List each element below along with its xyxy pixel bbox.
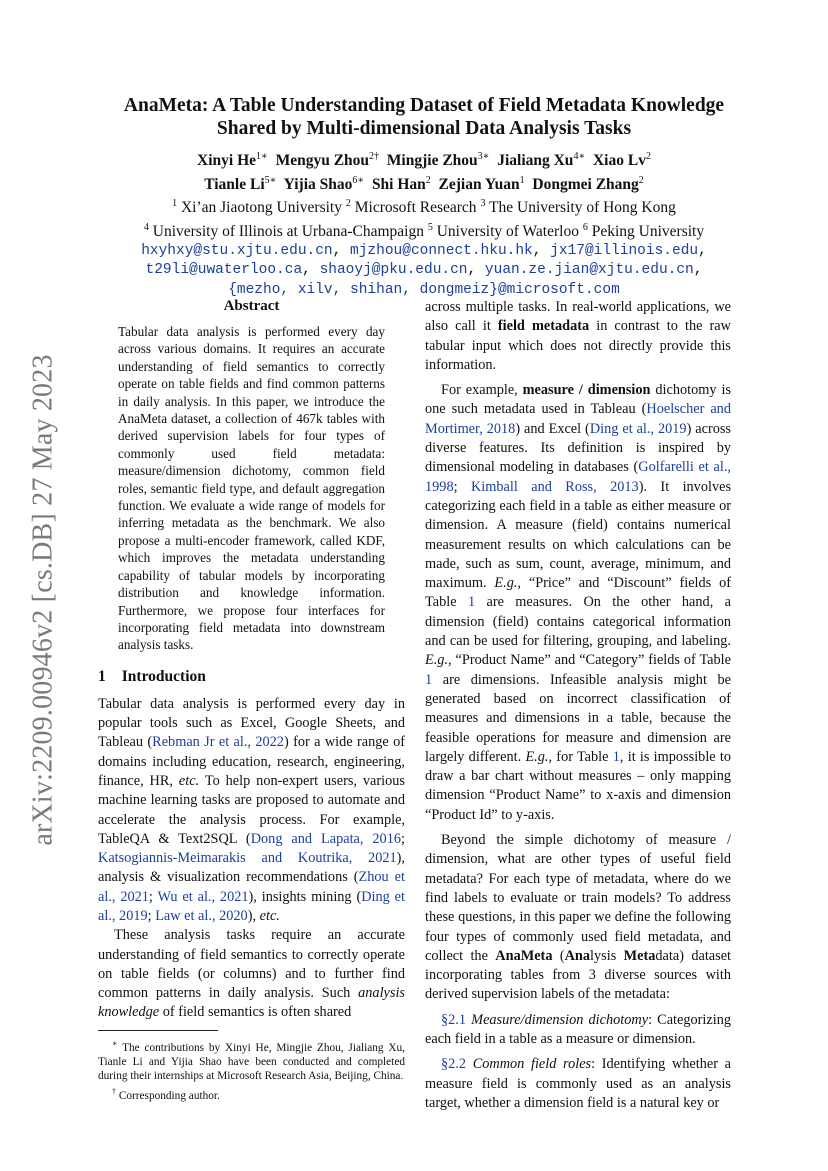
text-run: ) for a wide range of domains including education, research, engineering, finance, HR,	[98, 734, 405, 789]
footnote-mark: ∗	[112, 1038, 118, 1048]
text-run: dichotomy is one such metadata used in Tableau (	[425, 382, 731, 418]
email-line-2	[90, 261, 758, 281]
author-line-2	[90, 171, 758, 195]
footnote-text: Corresponding author.	[118, 1089, 220, 1102]
text-bold: Meta	[623, 947, 656, 964]
affiliation-line-1	[90, 194, 758, 218]
affiliation-line-2	[90, 218, 758, 242]
title-line-1: AnaMeta: A Table Understanding Dataset of Field Metadata Knowledge	[123, 95, 725, 116]
text-bold: measure / dimension	[522, 382, 651, 399]
author-mark: 3∗	[477, 151, 490, 162]
table-ref-link[interactable]: 1	[425, 671, 433, 688]
footnote-2	[98, 1085, 405, 1103]
citation-link[interactable]: Ding et al., 2019	[589, 420, 687, 437]
body-paragraph	[425, 1055, 731, 1113]
author-line-1	[90, 147, 758, 171]
section-number: 1	[98, 667, 106, 685]
text-run: ;	[401, 830, 405, 847]
affil-name: University of Waterloo	[436, 223, 579, 241]
text-run: ), insights mining (	[248, 888, 362, 905]
affil-name: Microsoft Research	[354, 199, 477, 217]
text-bold: Ana	[564, 947, 591, 964]
text-italic: E.g.,	[525, 748, 553, 765]
intro-paragraph-1	[98, 695, 405, 927]
email-separator: ,	[467, 262, 477, 279]
author-name: Yijia Shao	[283, 175, 353, 193]
citation-link[interactable]: Zhou et al., 2021	[98, 869, 405, 905]
citation-link[interactable]: Ding et al., 2019	[98, 888, 405, 924]
text-run: (	[552, 947, 565, 964]
text-run: are dimensions. Infeasible analysis might be generated based on incorrect classification of measures and dimensions in a table, because the feasible operations for measure and dimension are largely different.	[425, 671, 731, 765]
text-run: are measures. On the other hand, a dimension (field) contains categorical information and can be used for filtering, grouping, and labeling.	[425, 594, 731, 650]
author-name: Zejian Yuan	[438, 175, 520, 193]
affiliation-list	[90, 194, 758, 241]
table-ref-link[interactable]: 1	[467, 594, 476, 611]
arxiv-stamp-text: arXiv:2209.00946v2 [cs.DB] 27 May 2023	[28, 354, 60, 846]
affil-name: Peking University	[591, 223, 705, 241]
text-bold: AnaMeta	[495, 947, 553, 964]
text-run: ;	[147, 907, 156, 924]
author-name: Mingjie Zhou	[386, 152, 478, 170]
text-run: “Product Name” and “Category” fields of Table	[451, 652, 731, 669]
email-link[interactable]: {mezho, xilv, shihan, dongmeiz}@microsoft.com	[228, 281, 620, 298]
affil-mark: 5	[427, 221, 433, 233]
email-link[interactable]: yuan.ze.jian@xjtu.edu.cn	[484, 262, 694, 279]
text-run: ), analysis & visualization recommendations (	[98, 850, 405, 886]
email-separator: ,	[302, 262, 311, 279]
citation-link[interactable]: Law et al., 2020	[155, 907, 248, 924]
arxiv-stamp	[28, 350, 60, 850]
text-run: of field semantics is often shared	[159, 1004, 352, 1021]
affil-mark: 4	[143, 221, 149, 233]
email-link[interactable]: jx17@illinois.edu	[550, 242, 699, 259]
affil-mark: 6	[582, 221, 588, 233]
text-run: Beyond the simple dichotomy of measure / dimension, what are other types of useful field metadata? For each type of metadata, where do we find labels to evaluate or train models? To address these questions, in this paper we define the following four types of commonly used field metadata, and collect the	[425, 832, 731, 964]
text-italic: analysis knowledge	[98, 985, 405, 1021]
author-list	[90, 147, 758, 194]
text-run: Tabular data analysis is performed every day in popular tools such as Excel, Google Sheets, and Tableau (	[98, 695, 405, 751]
text-italic: E.g.,	[494, 575, 522, 592]
email-line-1	[90, 242, 758, 262]
affil-mark: 3	[480, 198, 486, 210]
text-run: , it is impossible to draw a bar chart without measures – only mapping dimension “Product Name” to x-axis and dimension “Product Id” to y-axis.	[425, 748, 731, 823]
citation-link[interactable]: Rebman Jr et al., 2022	[152, 734, 284, 751]
email-separator: ,	[532, 242, 542, 259]
paper-title	[90, 94, 758, 140]
author-mark: 1	[519, 174, 525, 186]
author-name: Jialiang Xu	[497, 152, 574, 170]
text-run: ). It involves categorizing each field in a table as either measure or dimension. A measure (field) contains numerical measurement results on which calculations can be made, such as sum, count, average, minimum, and maximum.	[425, 478, 732, 592]
table-ref-link[interactable]: 1	[612, 748, 620, 765]
citation-link[interactable]: Hoelscher and Mortimer, 2018	[425, 401, 731, 437]
footnote-text: The contributions by Xinyi He, Mingjie Zhou, Jialiang Xu, Tianle Li and Yijia Shao have been conducted and completed during their internships at Microsoft Research Asia, Beijing, China.	[98, 1041, 406, 1082]
author-mark: 2	[425, 174, 431, 186]
email-list	[90, 242, 758, 301]
citation-link[interactable]: Golfarelli et al., 1998	[425, 459, 731, 495]
text-run: for Table	[552, 748, 613, 765]
text-italic: Measure/dimension dichotomy	[471, 1011, 649, 1028]
citation-link[interactable]: Dong and Lapata, 2016	[250, 830, 402, 847]
text-run: : Categorizing each field in a table as a measure or dimension.	[425, 1011, 732, 1047]
text-run: ) and Excel (	[515, 420, 590, 437]
author-name: Xinyi He	[197, 152, 257, 170]
text-run: For example,	[441, 382, 523, 399]
text-run: To help non-expert users, various machine learning tasks are proposed to automate and accelerate the analysis process. For example, TableQA & Text2SQL (	[98, 772, 405, 847]
text-run: : Identifying whether a measure field is commonly used as an analysis target, whether a dimension field is a natural key or	[425, 1056, 731, 1111]
text-run: ;	[453, 478, 471, 495]
email-link[interactable]: mjzhou@connect.hku.hk	[350, 242, 533, 259]
citation-link[interactable]: Katsogiannis-Meimarakis and Koutrika, 2021	[98, 850, 397, 867]
text-italic: E.g.,	[425, 652, 452, 669]
body-paragraph	[425, 1011, 731, 1050]
email-separator: ,	[332, 242, 342, 259]
body-paragraph	[425, 381, 731, 825]
citation-link[interactable]: Kimball and Ross, 2013	[470, 478, 639, 495]
text-italic: Common field roles	[472, 1056, 592, 1073]
left-column	[98, 298, 405, 1105]
author-mark: 6∗	[352, 174, 365, 186]
text-run: data) dataset incorporating tables from 3 diverse sources with derived supervision labels of the metadata:	[425, 947, 732, 1003]
author-name: Mengyu Zhou	[275, 152, 370, 170]
text-run: lysis	[590, 947, 624, 964]
author-name: Xiao Lv	[592, 152, 646, 170]
affil-name: Xi’an Jiaotong University	[180, 199, 342, 217]
text-run: “Price” and “Discount” fields of Table	[425, 575, 731, 611]
text-italic: etc.	[259, 907, 280, 924]
footnote-mark: †	[112, 1087, 116, 1097]
footnote-1	[98, 1037, 405, 1083]
section-ref-link[interactable]: §2.1	[441, 1011, 467, 1028]
text-run: in contrast to the raw tabular input which does not directly provide this information.	[425, 318, 731, 373]
section-title: Introduction	[121, 667, 206, 685]
email-link[interactable]: t29li@uwaterloo.ca	[145, 262, 303, 279]
affil-mark: 2	[345, 198, 351, 210]
body-paragraph	[425, 298, 731, 375]
intro-paragraph-2	[98, 926, 405, 1022]
text-run: These analysis tasks require an accurate understanding of field semantics to correctly operate on table fields (or columns) and to further find common patterns in daily analysis. Such	[98, 927, 405, 1002]
footnote-divider	[98, 1030, 218, 1031]
text-run: ) across diverse features. Its definition is inspired by dimensional modeling in databases (	[425, 420, 731, 476]
email-link[interactable]: hxyhxy@stu.xjtu.edu.cn	[141, 242, 333, 259]
author-mark: 2	[638, 174, 644, 186]
affil-name: University of Illinois at Urbana-Champaign	[152, 223, 424, 241]
author-name: Dongmei Zhang	[532, 175, 639, 193]
email-separator: ,	[693, 262, 703, 279]
author-mark: 4∗	[573, 151, 586, 162]
affil-mark: 1	[172, 198, 178, 210]
author-name: Tianle Li	[204, 175, 265, 193]
affil-name: The University of Hong Kong	[489, 199, 676, 217]
author-mark: 5∗	[264, 174, 277, 186]
section-ref-link[interactable]: §2.2	[441, 1056, 467, 1073]
section-heading	[98, 668, 405, 686]
text-bold: field metadata	[497, 318, 590, 335]
title-line-2: Shared by Multi-dimensional Data Analysis Tasks	[216, 118, 632, 139]
email-link[interactable]: shaoyj@pku.edu.cn	[319, 262, 468, 279]
paper-header	[90, 94, 758, 300]
citation-link[interactable]: Wu et al., 2021	[157, 888, 249, 905]
text-run: ),	[247, 907, 260, 924]
abstract-text: Tabular data analysis is performed every day across various domains. It requires an accurate understanding of field semantics to correctly operate on table fields and find common patterns in daily analysis. In this paper, we introduce the AnaMeta dataset, a collection of 467k tables with derived supervision labels for four types of commonly used field metadata: measure/dimension dichotomy, common field roles, semantic field type, and default aggregation function. We evaluate a wide range of models for inferring metadata as the benchmark. We also propose a multi-encoder framework, called KDF, which improves the metadata understanding capability of tabular models by incorporating distribution and knowledge information. Furthermore, we propose four interfaces for incorporating field metadata into downstream analysis tasks.	[118, 324, 385, 653]
abstract-heading: Abstract	[223, 298, 280, 314]
body-paragraph	[425, 831, 731, 1005]
author-mark: 1∗	[256, 151, 268, 162]
author-mark: 2†	[369, 151, 380, 162]
right-column	[425, 298, 731, 1113]
text-run: ;	[148, 888, 158, 905]
text-italic: etc.	[178, 772, 200, 789]
author-mark: 2	[645, 151, 651, 162]
email-separator: ,	[698, 242, 707, 259]
author-name: Shi Han	[371, 175, 426, 193]
text-run: across multiple tasks. In real-world applications, we also call it	[425, 299, 731, 335]
